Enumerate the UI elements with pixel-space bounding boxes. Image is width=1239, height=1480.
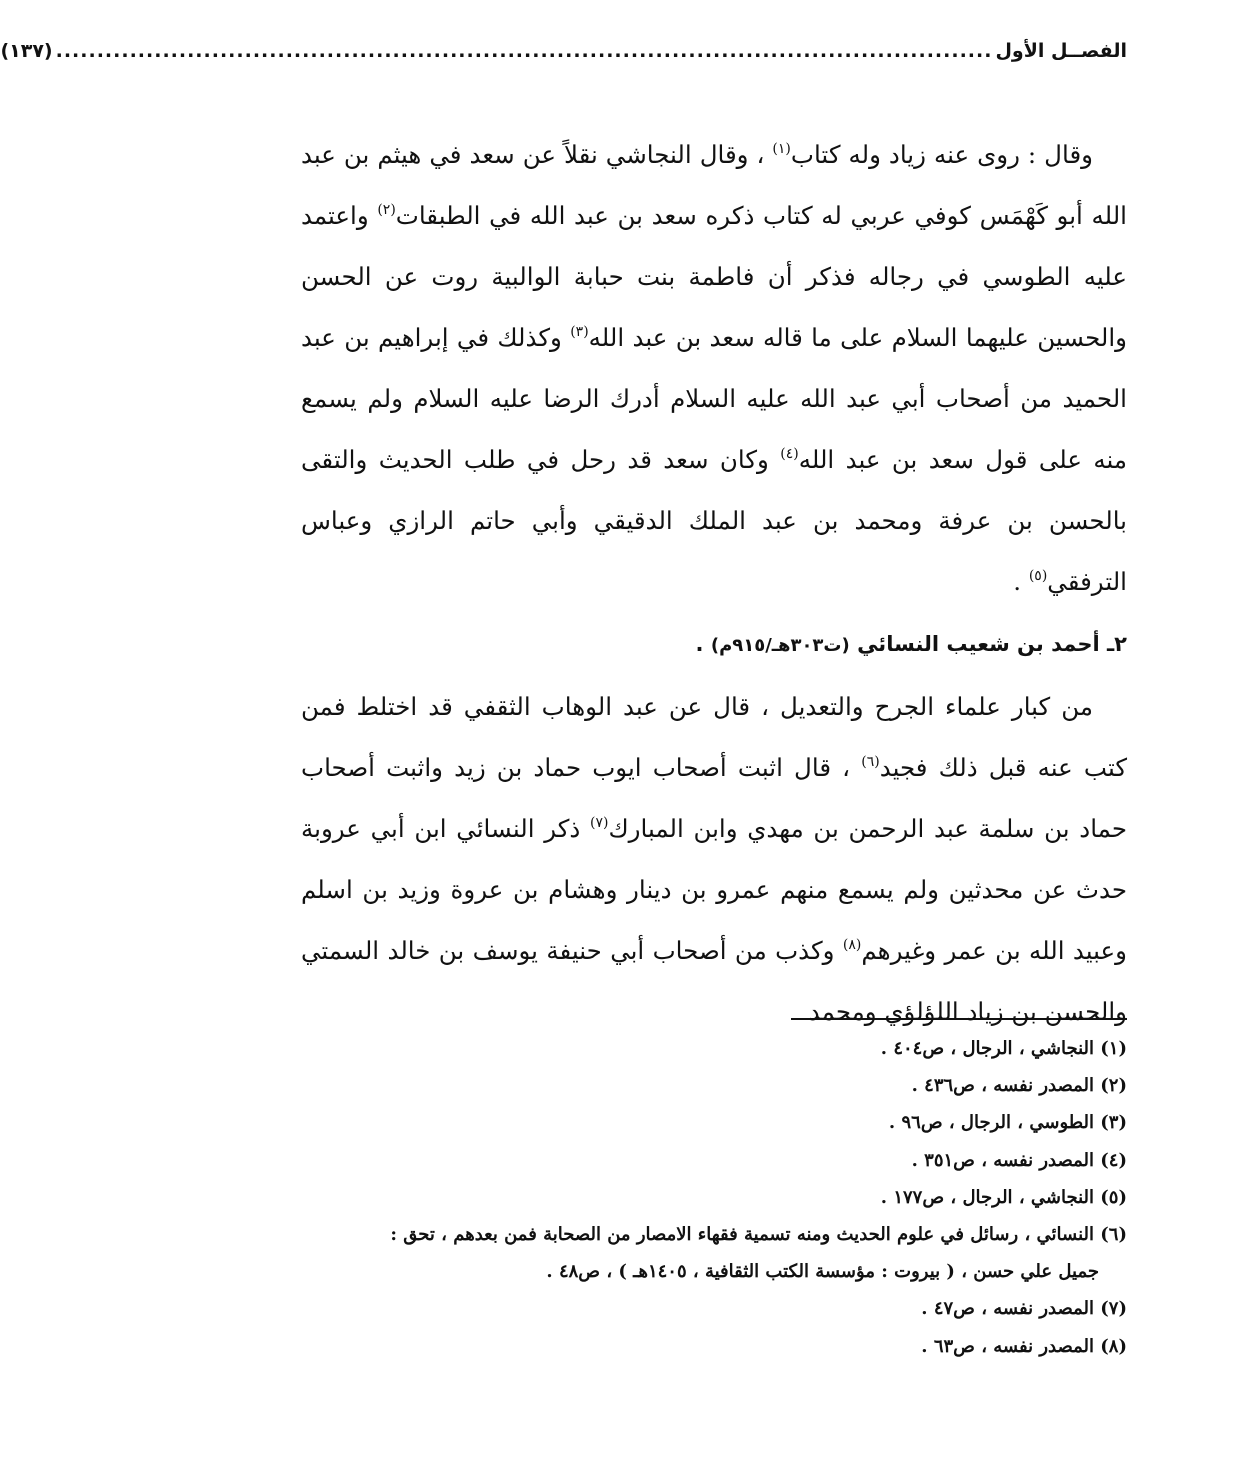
footnotes [293, 1030, 1127, 1365]
chapter-title: الفصــل الأول [995, 40, 1127, 62]
paragraph-2 [301, 676, 1127, 1042]
text-run: وقال : روى عنه زياد وله كتاب [790, 140, 1093, 169]
footnote-ref: (٢) [377, 202, 396, 218]
footnote-8: (٨) المصدر نفسه ، ص٦٣ . [921, 1335, 1127, 1357]
paragraph-1 [301, 124, 1127, 612]
section-end: . [695, 632, 711, 656]
book-page [0, 40, 1128, 1440]
footnote-6-continuation: جميل علي حسن ، ( بيروت : مؤسسة الكتب الثقافية ، ١٤٠٥هـ ) ، ص٤٨ . [546, 1261, 1099, 1283]
main-text [301, 124, 1127, 1042]
text-run: . [1013, 567, 1029, 596]
footnote-5: (٥) النجاشي ، الرجال ، ص١٧٧ . [880, 1186, 1127, 1208]
leader-dots: .................................................................................................................. [55, 40, 993, 62]
text-run: ذكر النسائي ابن أبي عروبة حدث عن محدثين ولم يسمع منهم عمرو بن دينار وهشام بن عروة وزيد بن اسلم وعبيد الله بن عمر وغيرهم [301, 814, 1127, 965]
section-years: (ت٣٠٣هـ/٩١٥م) [710, 635, 850, 656]
text-run: ، قال اثبت أصحاب ايوب حماد بن زيد واثبت أصحاب حماد بن سلمة عبد الرحمن بن مهدي وابن المبارك [301, 753, 1127, 843]
footnote-7: (٧) المصدر نفسه ، ص٤٧ . [921, 1298, 1127, 1320]
footnote-ref: (٨) [842, 937, 862, 953]
footnote-ref: (٧) [589, 815, 609, 831]
text-run: وكذب من أصحاب أبي حنيفة يوسف بن خالد السمتي والحسن بن زياد اللؤلؤي ومحمد [301, 936, 1127, 1026]
footnote-ref: (٣) [570, 324, 589, 340]
footnote-6: (٦) النسائي ، رسائل في علوم الحديث ومنه تسمية فقهاء الامصار من الصحابة فمن بعدهم ، تحق : [390, 1224, 1127, 1246]
footnote-4: (٤) المصدر نفسه ، ص٣٥١ . [911, 1149, 1127, 1171]
footnote-3: (٣) الطوسي ، الرجال ، ص٩٦ . [888, 1112, 1127, 1134]
section-title: ٢ـ أحمد بن شعيب النسائي [857, 632, 1127, 656]
page-number: (١٣٧) [0, 40, 53, 62]
footnote-divider [791, 1018, 1127, 1020]
text-run: ، وقال النجاشي نقلاً عن سعد في هيثم بن عبد الله أبو كَهْمَس كوفي عربي له كتاب ذكره سعد بن عبد الله في الطبقات [301, 140, 1127, 230]
text-run: واعتمد عليه الطوسي في رجاله فذكر أن فاطمة بنت حبابة الوالبية روت عن الحسن والحسين عليهما السلام على ما قاله سعد بن عبد الله [301, 201, 1128, 352]
running-header [0, 40, 1127, 74]
footnote-ref: (١) [772, 141, 791, 157]
footnote-ref: (٦) [861, 754, 880, 770]
text-run: من كبار علماء الجرح والتعديل ، قال عن عبد الوهاب الثقفي قد اختلط فمن كتب عنه قبل ذلك فجيد [301, 692, 1128, 782]
text-run: وكان سعد قد رحل في طلب الحديث والتقى بالحسن بن عرفة ومحمد بن عبد الملك الدقيقي وأبي حاتم الرازي وعباس الترفقي [301, 445, 1127, 596]
section-heading [301, 624, 1127, 666]
footnote-2: (٢) المصدر نفسه ، ص٤٣٦ . [911, 1075, 1127, 1097]
footnote-ref: (٤) [780, 446, 799, 462]
footnote-1: (١) النجاشي ، الرجال ، ص٤٠٤ . [880, 1038, 1127, 1059]
footnote-ref: (٥) [1028, 568, 1048, 584]
text-run: وكذلك في إبراهيم بن عبد الحميد من أصحاب أبي عبد الله عليه السلام أدرك الرضا عليه السلام ولم يسمع منه على قول سعد بن عبد الله [301, 323, 1128, 474]
